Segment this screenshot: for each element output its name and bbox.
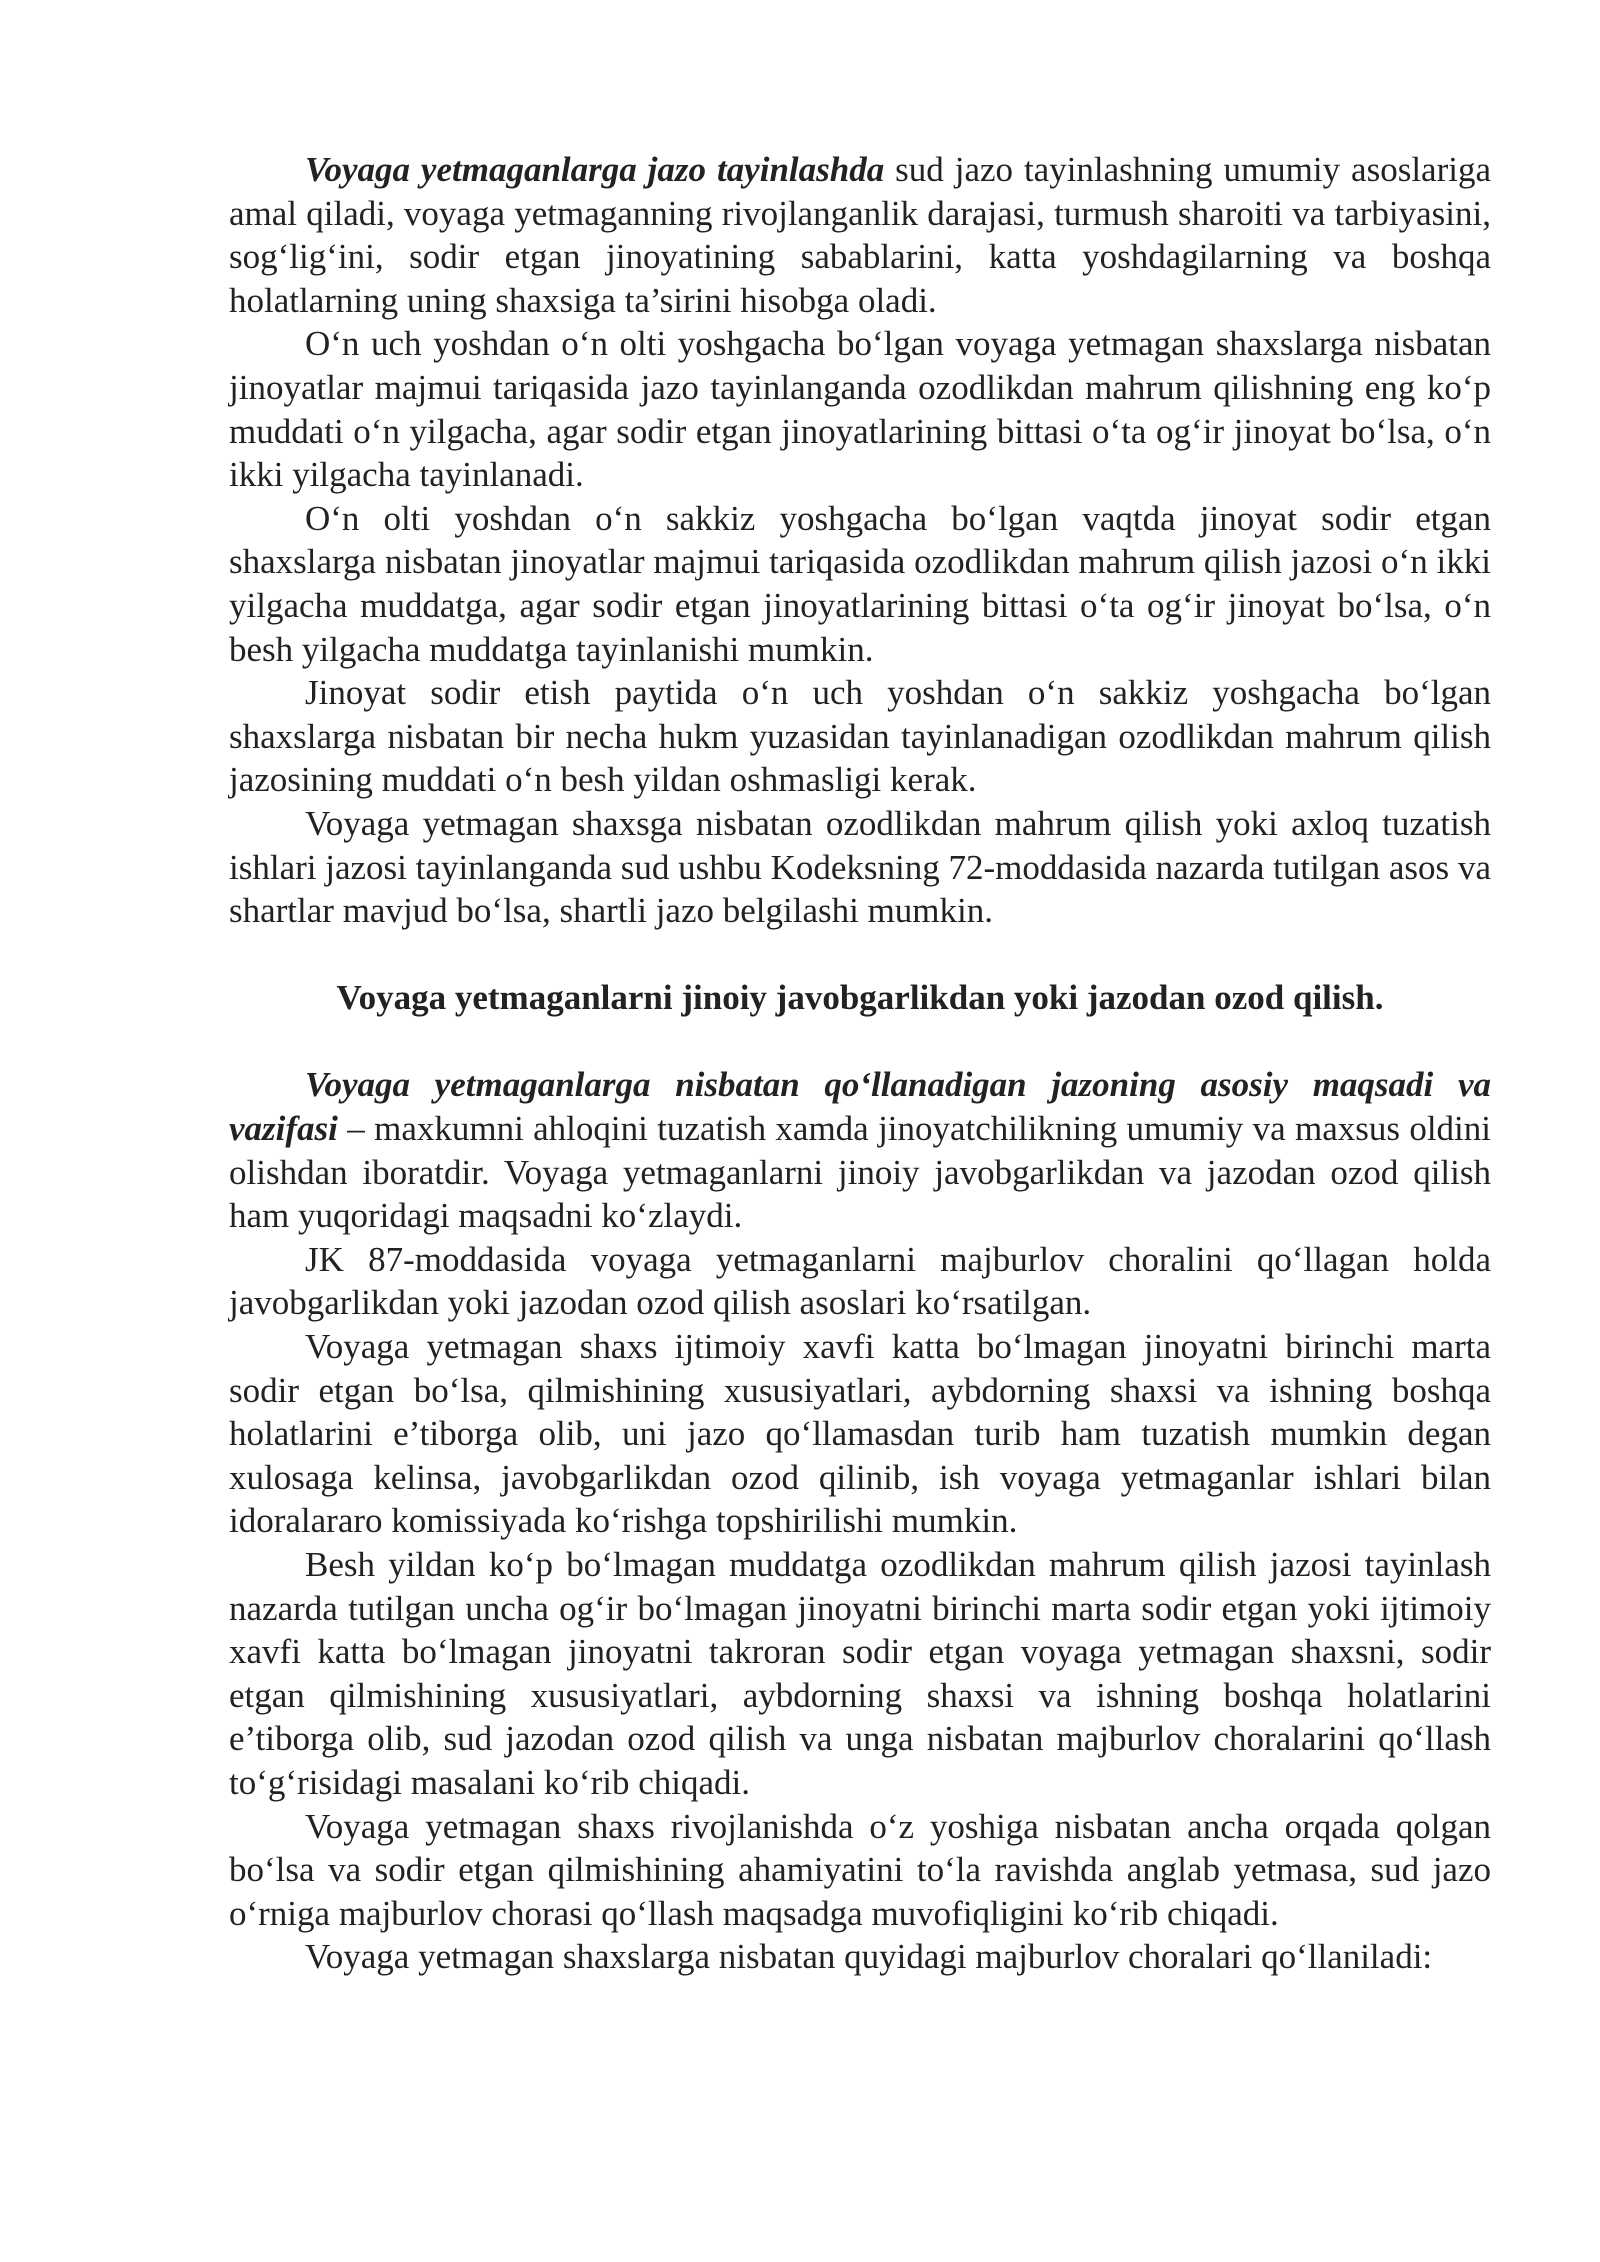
- paragraph-age-16-18-aggregate: [229, 497, 1491, 671]
- paragraph-sentencing-principles: [229, 148, 1491, 322]
- paragraph-coercive-measures-intro: [229, 1935, 1491, 1979]
- paragraph-release-from-punishment: [229, 1543, 1491, 1805]
- paragraph-lead-term: Voyaga yetmaganlarga jazo tayinlashda: [305, 150, 885, 189]
- paragraph-article-87: [229, 1238, 1491, 1325]
- document-page: [229, 148, 1491, 1979]
- paragraph-text: Besh yildan ko‘p bo‘lmagan muddatga ozodlikdan mahrum qilish jazosi tayinlash nazarda tutilgan uncha og‘ir bo‘lmagan jinoyatni birinchi marta sodir etgan yoki ijtimoiy xavfi katta bo‘lmagan jinoyatni takroran sodir etgan voyaga yetmagan shaxsni, sodir etgan qilmishining xususiyatlari, aybdorning shaxsi va ishning boshqa holatlarini e’tiborga olib, sud jazodan ozod qilish va unga nisbatan majburlov choralarini qo‘llash to‘g‘risidagi masalani ko‘rib chiqadi.: [229, 1545, 1491, 1802]
- paragraph-text: Voyaga yetmagan shaxs rivojlanishda o‘z yoshiga nisbatan ancha orqada qolgan bo‘lsa va sodir etgan qilmishining ahamiyatini to‘la ravishda anglab yetmasa, sud jazo o‘rniga majburlov chorasi qo‘llash maqsadga muvofiqligini ko‘rib chiqadi.: [229, 1806, 1491, 1933]
- paragraph-text: Jinoyat sodir etish paytida o‘n uch yoshdan o‘n sakkiz yoshgacha bo‘lgan shaxslarga nisbatan bir necha hukm yuzasidan tayinlanadigan ozodlikdan mahrum qilish jazosining muddati o‘n besh yildan oshmasligi kerak.: [229, 673, 1491, 800]
- paragraph-lead-term: Voyaga yetmaganlarga nisbatan qo‘llanadigan jazoning asosiy maqsadi va vazifasi: [229, 1065, 1491, 1149]
- paragraph-text: sud jazo tayinlashning umumiy asoslariga amal qiladi, voyaga yetmaganning rivojlanganlik darajasi, turmush sharoiti va tarbiyasini, sog‘lig‘ini, sodir etgan jinoyatining sabablarini, katta yoshdagilarning va boshqa holatlarning uning shaxsiga ta’sirini hisobga oladi.: [229, 150, 1492, 320]
- paragraph-text: Voyaga yetmagan shaxs ijtimoiy xavfi katta bo‘lmagan jinoyatni birinchi marta sodir etgan bo‘lsa, qilmishining xususiyatlari, aybdorning shaxsi va ishning boshqa holatlarini e’tiborga olib, uni jazo qo‘llamasdan turib ham tuzatish mumkin degan xulosaga kelinsa, javobgarlikdan ozod qilinib, ish voyaga yetmaganlar ishlari bilan idoralararo komissiyada ko‘rishga topshirilishi mumkin.: [229, 1327, 1491, 1541]
- paragraph-purpose-of-punishment: [229, 1063, 1491, 1237]
- paragraph-release-from-liability: [229, 1325, 1491, 1543]
- section-heading: Voyaga yetmaganlarni jinoiy javobgarlikdan yoki jazodan ozod qilish.: [336, 978, 1384, 1018]
- paragraph-text: Voyaga yetmagan shaxslarga nisbatan quyidagi majburlov choralari qo‘llaniladi:: [305, 1937, 1433, 1977]
- paragraph-multiple-sentences: [229, 671, 1491, 802]
- paragraph-age-13-16-aggregate: [229, 322, 1491, 496]
- paragraph-text: Voyaga yetmagan shaxsga nisbatan ozodlikdan mahrum qilish yoki axloq tuzatish ishlari jazosi tayinlanganda sud ushbu Kodeksning 72-moddasida nazarda tutilgan asos va shartlar mavjud bo‘lsa, shartli jazo belgilashi mumkin.: [229, 803, 1491, 931]
- paragraph-text: JK 87-moddasida voyaga yetmaganlarni majburlov choralini qo‘llagan holda javobgarlikdan yoki jazodan ozod qilish asoslari ko‘rsatilgan.: [229, 1239, 1491, 1323]
- paragraph-developmental-delay: [229, 1805, 1491, 1936]
- paragraph-text: O‘n uch yoshdan o‘n olti yoshgacha bo‘lgan voyaga yetmagan shaxslarga nisbatan jinoyatlar majmui tariqasida jazo tayinlanganda ozodlikdan mahrum qilishning eng ko‘p muddati o‘n yilgacha, agar sodir etgan jinoyatlarining bittasi o‘ta og‘ir jinoyat bo‘lsa, o‘n ikki yilgacha tayinlanadi.: [229, 324, 1491, 495]
- paragraph-text: O‘n olti yoshdan o‘n sakkiz yoshgacha bo‘lgan vaqtda jinoyat sodir etgan shaxslarga nisbatan jinoyatlar majmui tariqasida ozodlikdan mahrum qilish jazosi o‘n ikki yilgacha muddatga, agar sodir etgan jinoyatlarining bittasi o‘ta og‘ir jinoyat bo‘lsa, o‘n besh yilgacha muddatga tayinlanishi mumkin.: [229, 498, 1491, 669]
- paragraph-conditional-sentence: [229, 802, 1491, 933]
- paragraph-text: – maxkumni ahloqini tuzatish xamda jinoyatchilikning umumiy va maxsus oldini olishdan iboratdir. Voyaga yetmaganlarni jinoiy javobgarlikdan va jazodan ozod qilish ham yuqoridagi maqsadni ko‘zlaydi.: [229, 1109, 1491, 1236]
